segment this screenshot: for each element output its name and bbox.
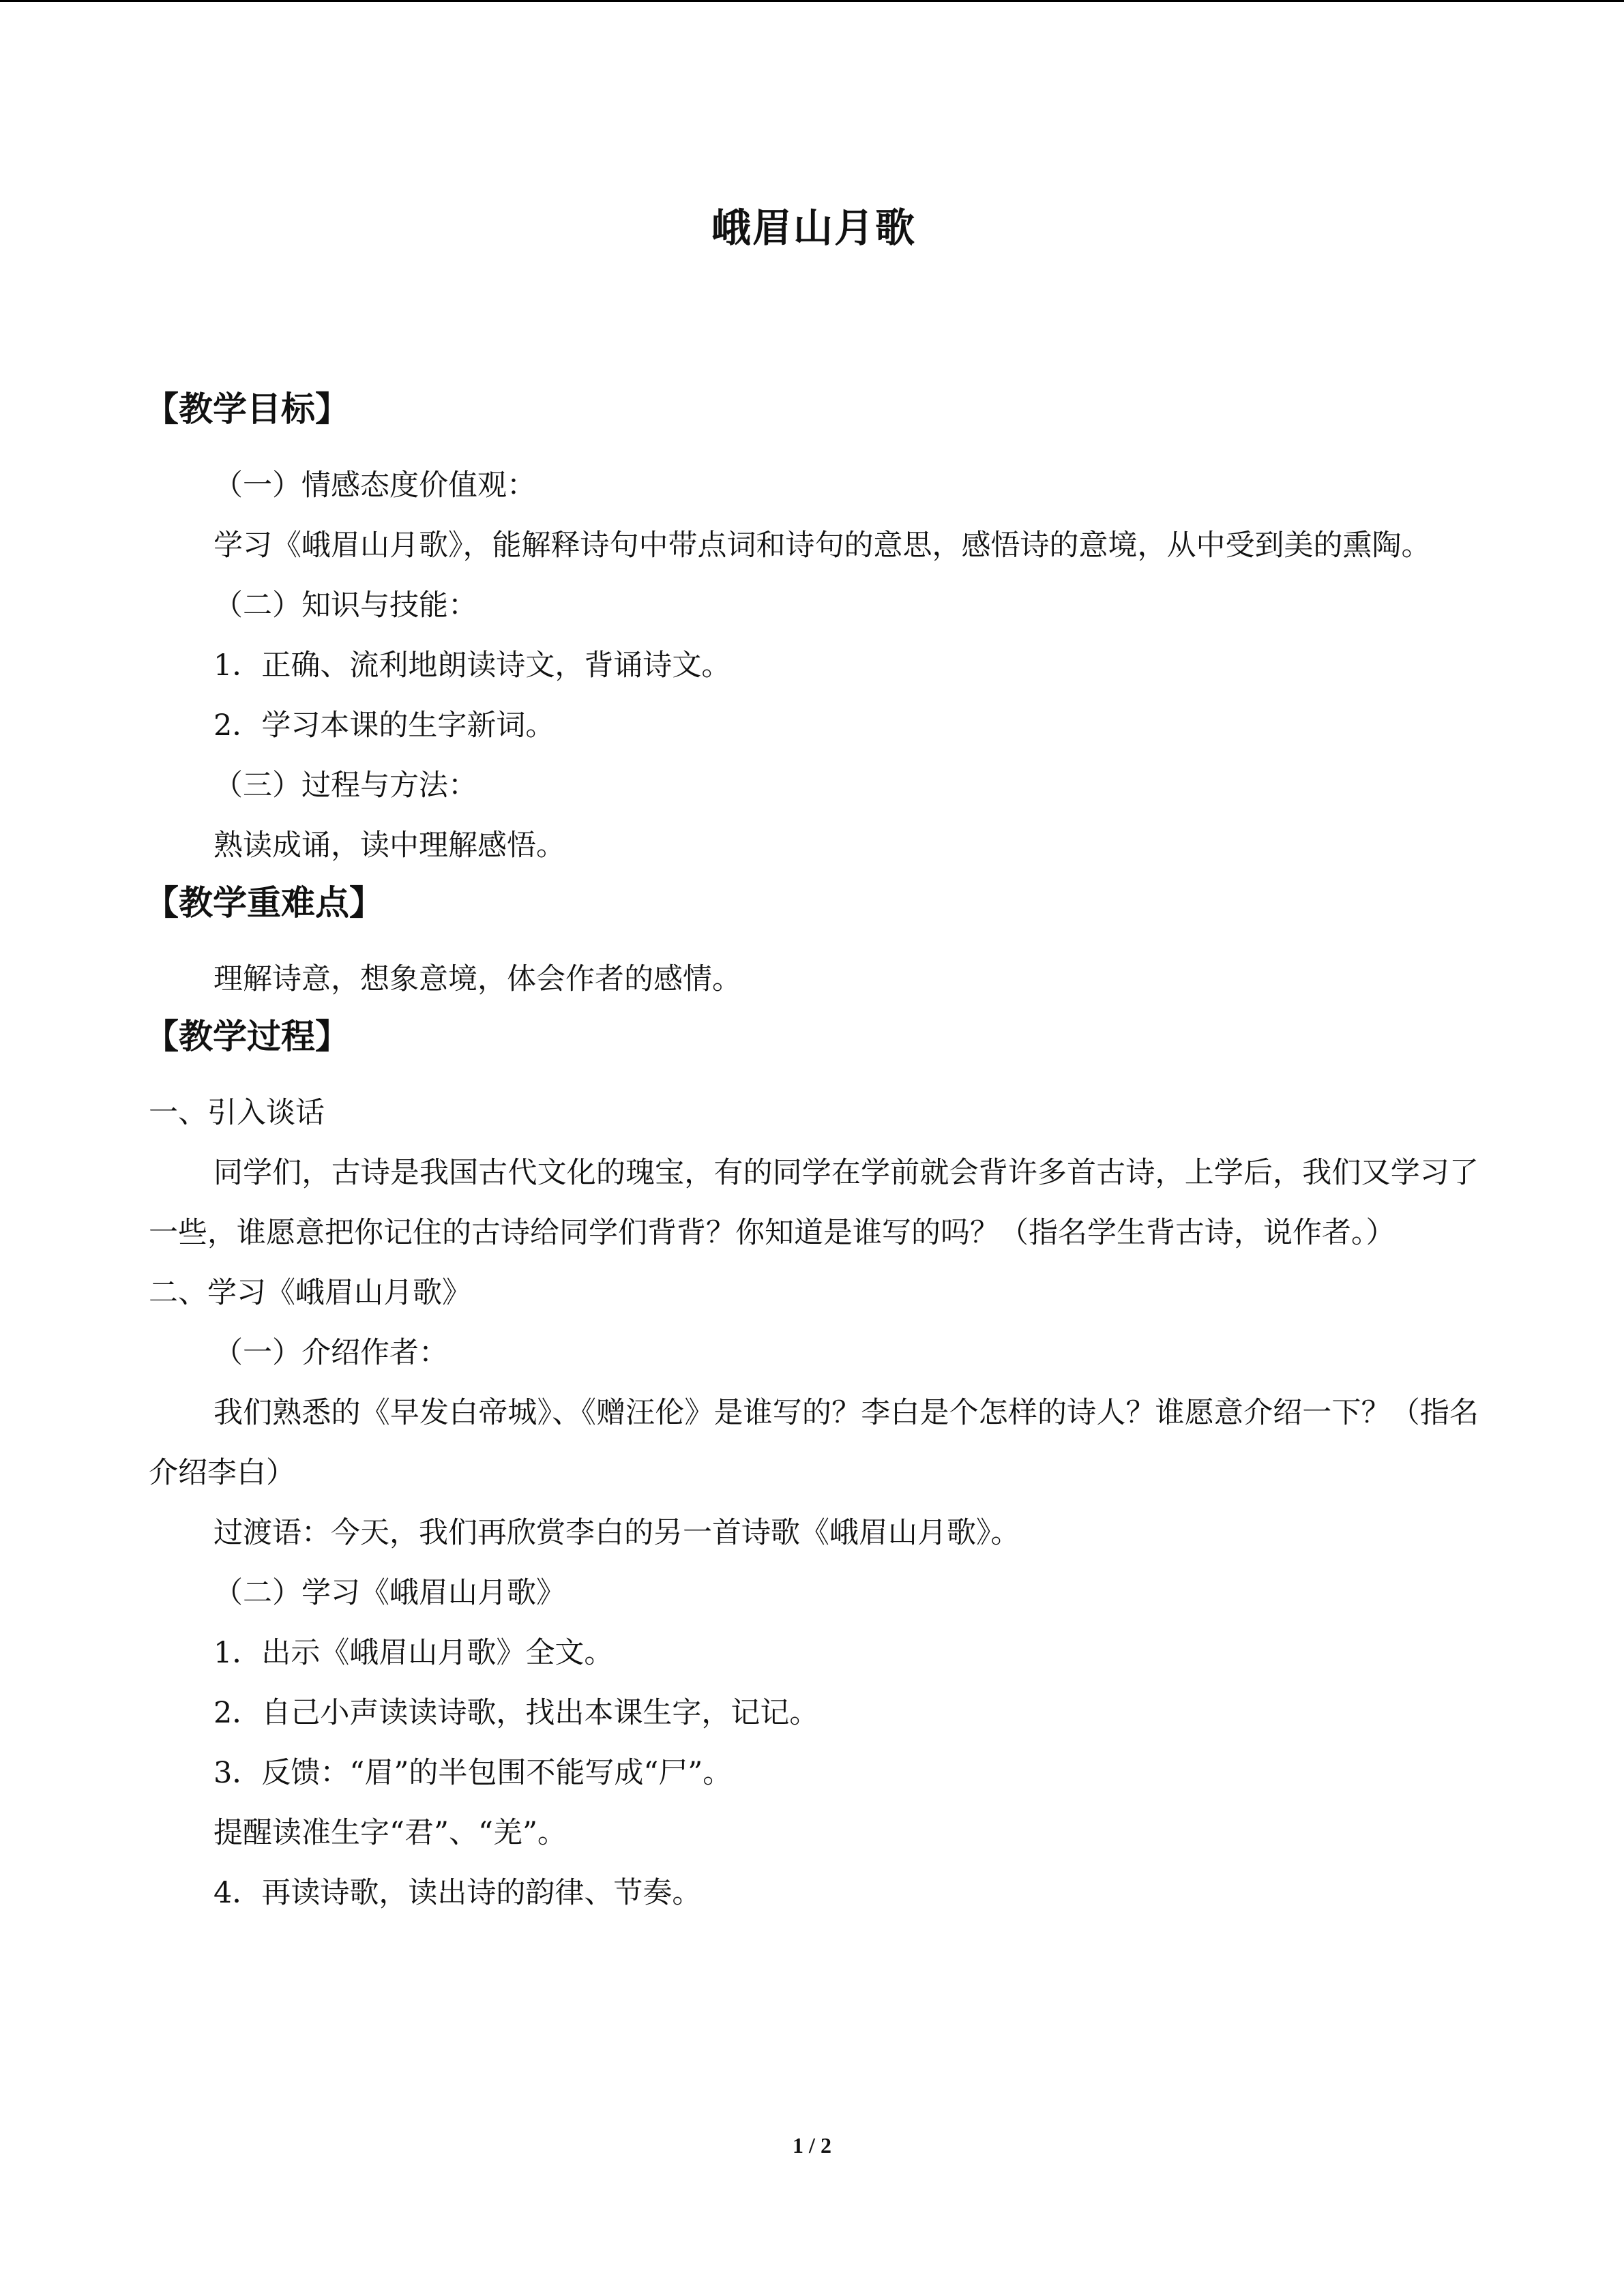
process-list-item-3: 3．反馈：“眉”的半包围不能写成“尸”。 xyxy=(213,1755,733,1790)
process-paragraph-1: 同学们，古诗是我国古代文化的瑰宝，有的同学在学前就会背许多首古诗，上学后，我们又学习了一些，谁愿意把你记住的古诗给同学们背背？你知道是谁写的吗？（指名学生背古诗，说作者。） xyxy=(149,1155,1479,1250)
top-border-line xyxy=(0,0,1624,2)
process-list-item-2: 2．自己小声读读诗歌，找出本课生字，记记。 xyxy=(213,1695,819,1730)
process-list-item-4: 4．再读诗歌，读出诗的韵律、节奏。 xyxy=(213,1875,702,1910)
document-title: 峨眉山月歌 xyxy=(711,205,916,251)
section-key-points xyxy=(145,876,1479,1009)
process-subheading-1: （一）介绍作者： xyxy=(213,1335,448,1370)
document-page xyxy=(145,205,1479,1923)
objectives-list-item-1: 1．正确、流利地朗读诗文，背诵诗文。 xyxy=(213,648,731,683)
section-heading-objectives: 【教学目标】 xyxy=(145,388,349,429)
process-step-heading-1: 一、引入谈话 xyxy=(149,1095,325,1130)
section-objectives xyxy=(145,382,1479,876)
process-step-heading-2: 二、学习《峨眉山月歌》 xyxy=(149,1275,471,1310)
process-paragraph-4: 提醒读准生字“君”、“羌”。 xyxy=(213,1815,567,1850)
section-process xyxy=(145,1009,1479,1923)
section-heading-process: 【教学过程】 xyxy=(145,1015,349,1056)
objectives-subheading-2: （二）知识与技能： xyxy=(213,588,477,623)
objectives-paragraph-1: 学习《峨眉山月歌》，能解释诗句中带点词和诗句的意思，感悟诗的意境，从中受到美的熏陶。 xyxy=(213,528,1431,563)
section-heading-key-points: 【教学重难点】 xyxy=(145,882,383,923)
objectives-list-item-2: 2．学习本课的生字新词。 xyxy=(213,708,555,743)
objectives-paragraph-2: 熟读成诵，读中理解感悟。 xyxy=(213,828,565,863)
process-list-item-1: 1．出示《峨眉山月歌》全文。 xyxy=(213,1635,614,1670)
process-paragraph-3: 过渡语：今天，我们再欣赏李白的另一首诗歌《峨眉山月歌》。 xyxy=(213,1515,1020,1550)
objectives-subheading-1: （一）情感态度价值观： xyxy=(213,468,536,503)
process-paragraph-2: 我们熟悉的《早发白帝城》、《赠汪伦》是谁写的？李白是个怎样的诗人？谁愿意介绍一下？（指名介绍李白） xyxy=(149,1395,1479,1490)
page-number: 1 / 2 xyxy=(793,2133,831,2158)
process-subheading-2: （二）学习《峨眉山月歌》 xyxy=(213,1575,565,1610)
key-points-paragraph: 理解诗意，想象意境，体会作者的感情。 xyxy=(213,961,741,996)
objectives-subheading-3: （三）过程与方法： xyxy=(213,768,477,803)
